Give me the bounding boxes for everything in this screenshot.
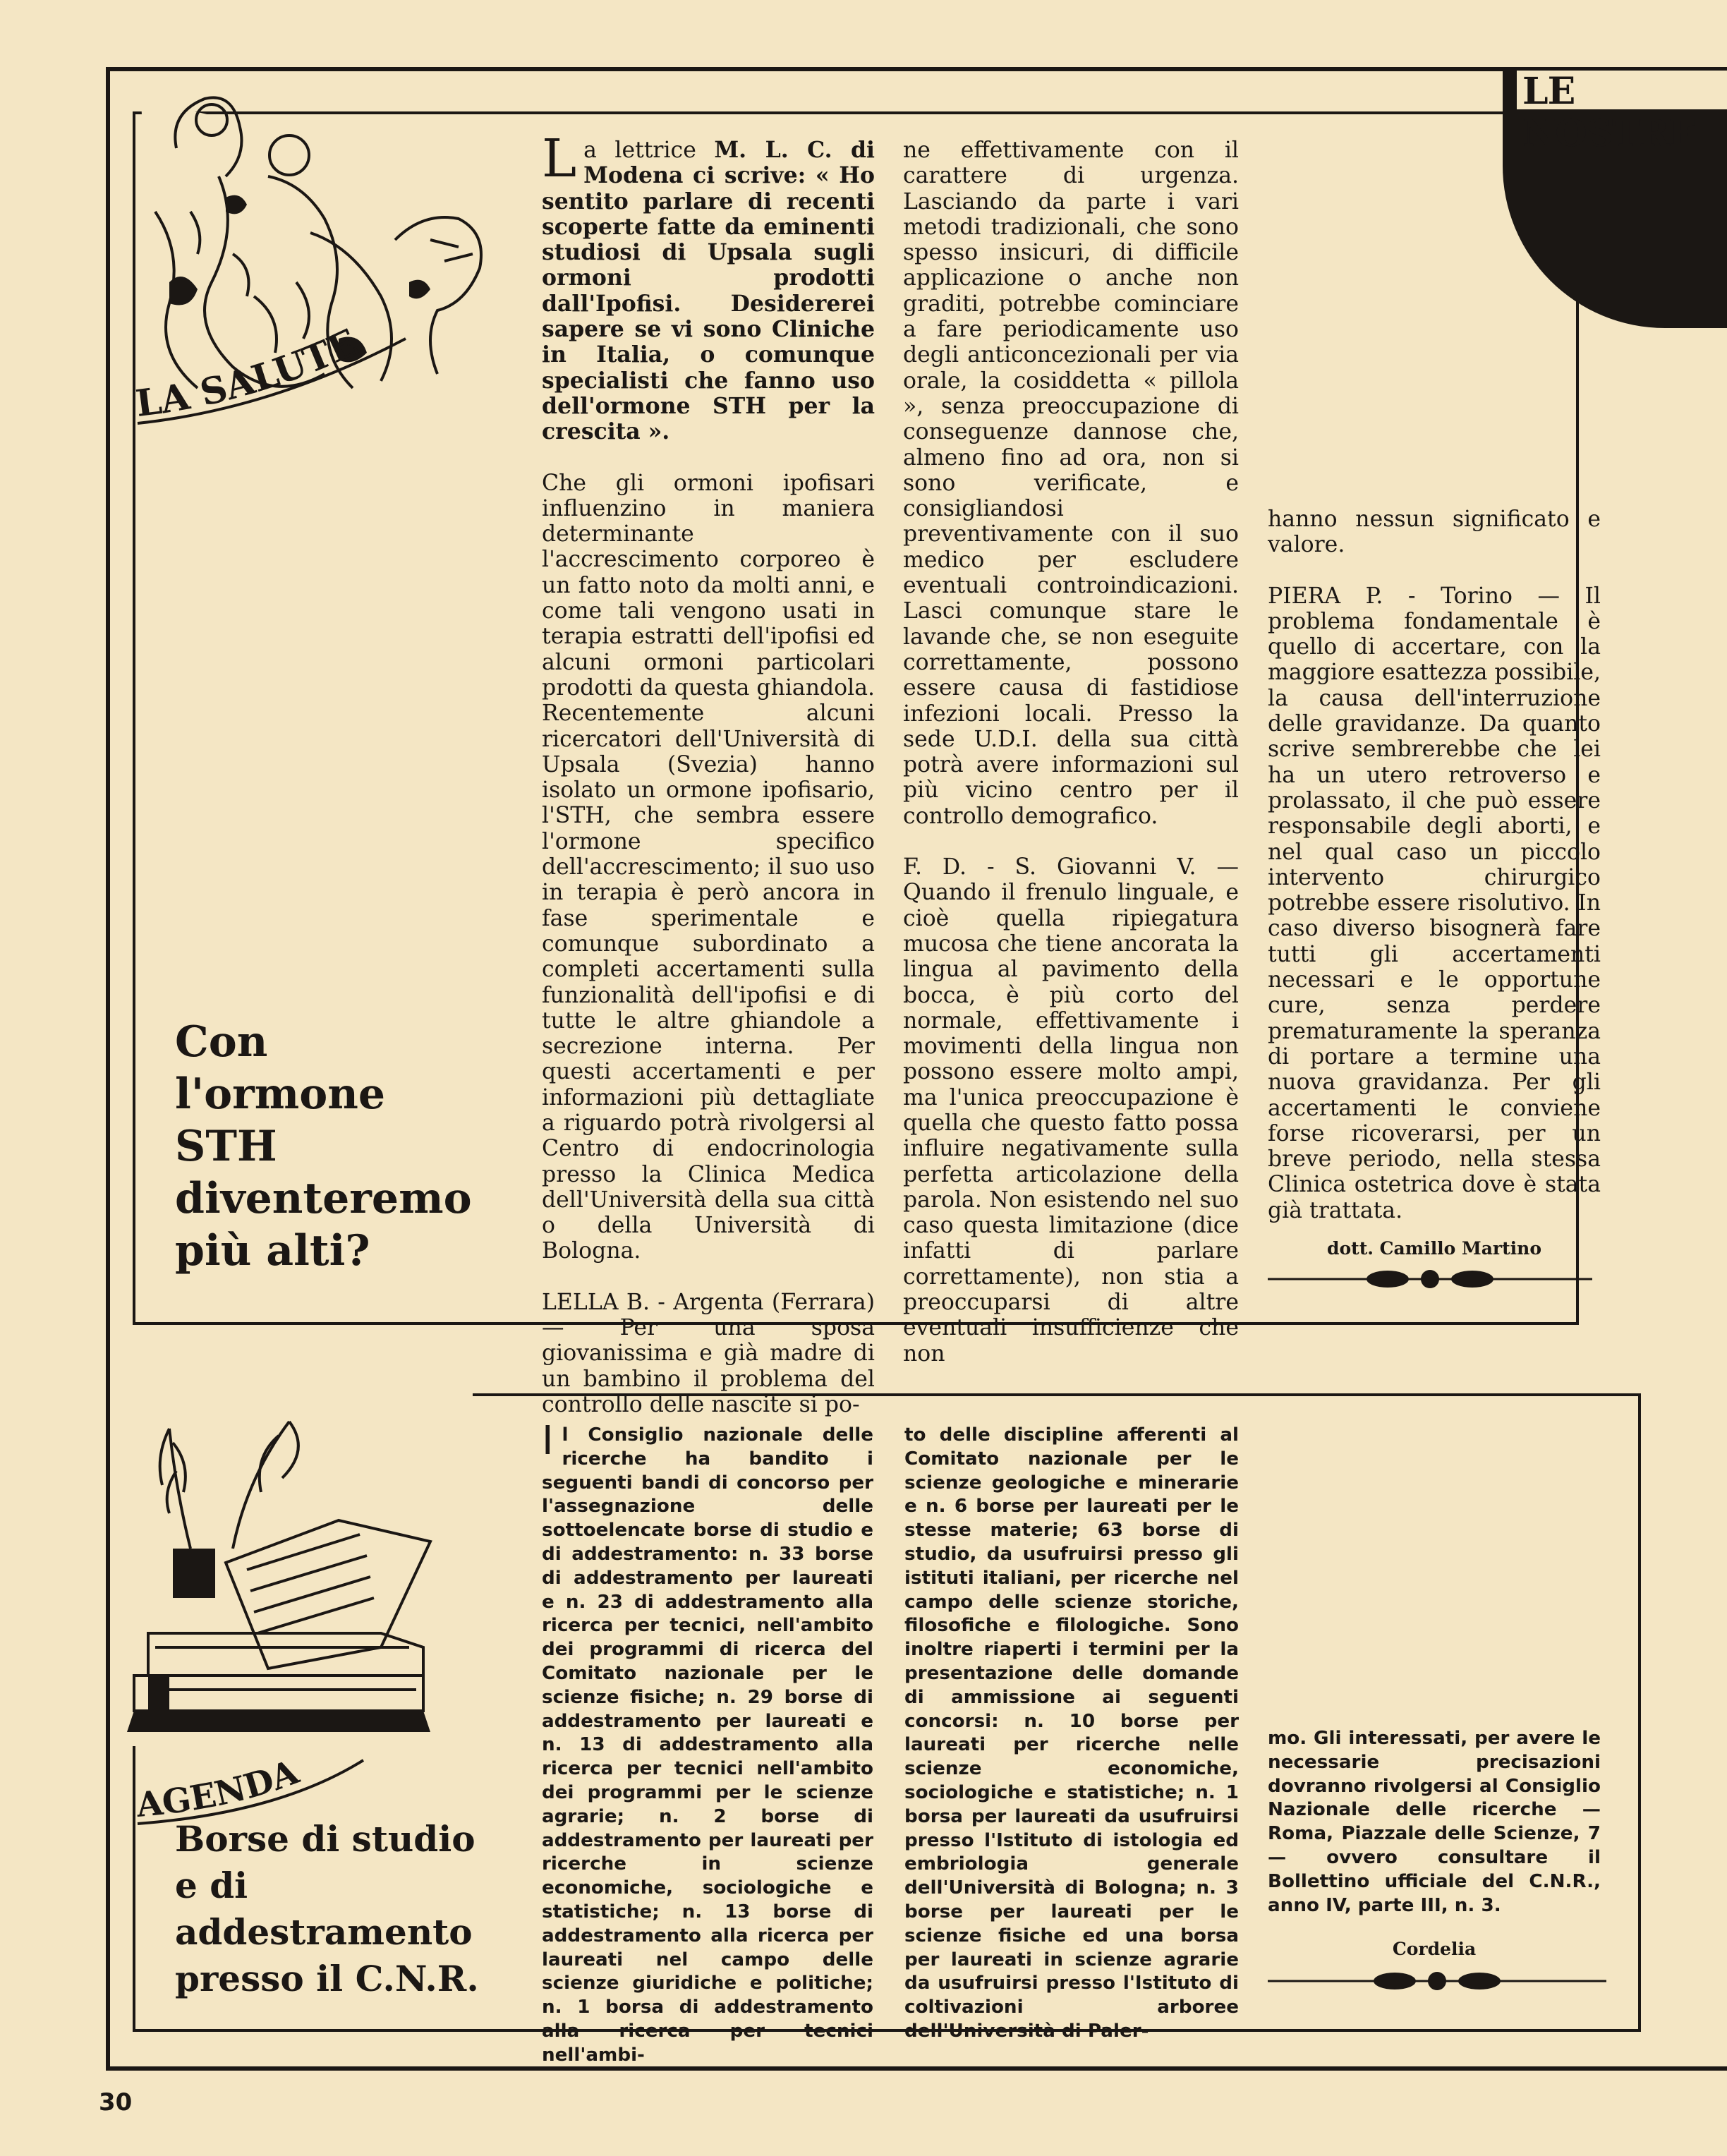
letter-paragraph: F. D. - S. Giovanni V. — Quando il frenulo linguale, e cioè quella ripiegatura mucosa che tiene ancorata la lingua al pavimento della bocca, è più corto del normale, effettivamente i movimenti della lingua non possono essere molto ampi, ma l'unica preoccupazione è quella che questo fatto possa influire negativamente sulla perfetta articolazione della parola. Non esistendo nel suo caso questa limitazione (dice infatti di parlare correttamente), non stia a preoccuparsi di altre eventuali insufficienze che non	[903, 854, 1239, 1367]
intro-text: a lettrice	[583, 138, 715, 163]
svg-text:AGENDA: AGENDA	[135, 1752, 304, 1826]
agenda-headline-line: presso il C.N.R.	[175, 1958, 479, 1999]
agenda-text: l Consiglio nazionale delle ricerche ha bandito i seguenti bandi di concorso per l'assegnazione delle sottoelencate borse di studio e di addestramento: n. 33 borse di addestramento per laureati e n. 23 di addestramento alla ricerca per tecnici, nell'ambito dei programmi di ricerca del Comitato nazionale per le scienze fisiche; n. 29 borse di addestramento per laureati e n. 13 di addestramento alla ricerca per tecnici nell'ambito dei programmi per le scienze agrarie; n. 2 borse di addestramento per laureati per ricerche in scienze economiche, sociologiche e statistiche; n. 13 borse di addestramento alla ricerca per laureati nel campo delle scienze giuridiche e politiche; n. 1 borsa di addestramento alla ricerca per tecnici nell'ambi-	[542, 1424, 873, 2066]
agenda-headline-line: e di	[175, 1865, 248, 1906]
letter-paragraph: LELLA B. - Argenta (Ferrara) — Per una sposa giovanissima e già madre di un bambino il problema del controllo delle nascite si po-	[542, 1289, 875, 1417]
letter-paragraph: PIERA P. - Torino — Il problema fondamentale è quello di accertare, con la maggiore esattezza possibile, la causa dell'interruzione delle gravidanze. Da quanto scrive sembrerebbe che lei ha un utero retroverso e prolassato, il che può essere responsabile degli aborti, e nel qual caso un piccolo intervento chirurgico potrebbe essere risolutivo. In caso diverso bisognerà fare tutti gli accertamenti necessari e le opportune cure, senza perdere prematuramente la speranza di portare a termine una nuova gravidanza. Per gli accertamenti le conviene forse ricoverarsi, per un breve periodo, nella stessa Clinica ostetrica dove è stata già trattata.	[1268, 583, 1601, 1223]
salute-headline	[175, 1016, 507, 1277]
page-number: 30	[99, 2088, 133, 2116]
header-tab-label: LE NOSTRE	[1517, 71, 1727, 113]
divider-ornament	[1268, 1968, 1606, 1994]
agenda-column-3	[1268, 1727, 1601, 1918]
agenda-headline	[175, 1816, 514, 2002]
answer-paragraph: Che gli ormoni ipofisari influenzino in maniera determinante l'accrescimento corporeo è un fatto noto da molti anni, e come tali vengono usati in terapia estratti dell'ipofisi ed alcuni ormoni particolari prodotti da questa ghiandola. Recentemente alcuni ricercatori dell'Università di Upsala (Svezia) hanno isolato un ormone ipofisario, l'STH, che sembra essere l'ormone specifico dell'accrescimento; il suo uso in terapia è però ancora in fase sperimentale e comunque subordinato a completi accertamenti sulla funzionalità dell'ipofisi e di tutte le altre ghiandole a secrezione interna. Per questi accertamenti e per informazioni più dettagliate a riguardo potrà rivolgersi al Centro di endocrinologia presso la Clinica Medica dell'Università della sua città o della Università di Bologna.	[542, 470, 875, 1264]
agenda-headline-line: addestramento	[175, 1911, 473, 1953]
salute-column-1	[542, 128, 875, 1417]
agenda-text: to delle discipline afferenti al Comitato nazionale per le scienze geologiche e minerarie e n. 6 borse per laureati per le stesse materie; 63 borse di studio, da usufruirsi presso gli istituti italiani, per ricerche nel campo delle scienze storiche, filosofiche e filologiche. Sono inoltre riaperti i termini per la presentazione delle domande di ammissione ai seguenti concorsi: n. 10 borse per laureati per ricerche nelle scienze economiche, sociologiche e statistiche; n. 1 borsa per laureati da usufruirsi presso l'Istituto di istologia ed embriologia generale dell'Università di Bologna; n. 3 borse per laureati per le scienze fisiche ed una borsa per laureati in scienze agrarie da usufruirsi presso l'Istituto di coltivazioni arboree dell'Università di Paler-	[904, 1424, 1239, 2042]
salute-column-3	[1268, 507, 1601, 1223]
agenda-column-2	[904, 1424, 1239, 2044]
salute-headline-line: l'ormone	[175, 1070, 386, 1119]
salute-headline-line: diventeremo	[175, 1174, 472, 1223]
salute-signature: dott. Camillo Martino	[1326, 1238, 1542, 1259]
salute-headline-line: STH	[175, 1122, 277, 1171]
salute-headline-line: Con	[175, 1017, 268, 1067]
divider-ornament	[1268, 1266, 1592, 1292]
salute-section-label	[131, 310, 427, 437]
agenda-signature: Cordelia	[1392, 1939, 1477, 1959]
reader-question: M. L. C. di Modena ci scrive: « Ho sentito parlare di recenti scoperte fatte da eminenti studiosi di Upsala sugli ormoni prodotti dall'Ipofisi. Desidererei sapere se vi sono Cliniche in Italia, o comunque specialisti che fanno uso dell'ormone STH per la crescita ».	[542, 137, 875, 445]
answer-paragraph: hanno nessun significato e valore.	[1268, 507, 1601, 558]
agenda-text: mo. Gli interessati, per avere le necessarie precisazioni dovranno rivolgersi al Consiglio Nazionale delle ricerche — Roma, Piazzale delle Scienze, 7 — ovvero consultare il Bollettino ufficiale del C.N.R., anno IV, parte III, n. 3.	[1268, 1728, 1601, 1916]
quill-and-book-illustration	[106, 1379, 473, 1774]
salute-headline-line: più alti?	[175, 1226, 370, 1276]
salute-column-2	[903, 138, 1239, 1367]
agenda-column-1	[542, 1418, 873, 2068]
agenda-headline-line: Borse di studio	[175, 1818, 475, 1860]
answer-paragraph: ne effettivamente con il carattere di urgenza. Lasciando da parte i vari metodi tradizionali, che sono spesso insicuri, di difficile applicazione o anche non graditi, potrebbe cominciare a fare periodicamente uso degli anticoncezionali per via orale, la cosiddetta « pillola », senza preoccupazione di conseguenze dannose che, almeno fino ad ora, non si sono verificate, e consigliandosi preventivamente con il suo medico per escludere eventuali controindicazioni. Lasci comunque stare le lavande che, se non eseguite correttamente, possono essere causa di fastidiose infezioni locali. Presso la sede U.D.I. della sua città potrà avere informazioni sul più vicino centro per il controllo demografico.	[903, 138, 1239, 829]
dropcap: L	[542, 128, 577, 189]
svg-text:LA SALUTE: LA SALUTE	[133, 320, 365, 426]
dropcap: I	[542, 1418, 554, 1464]
